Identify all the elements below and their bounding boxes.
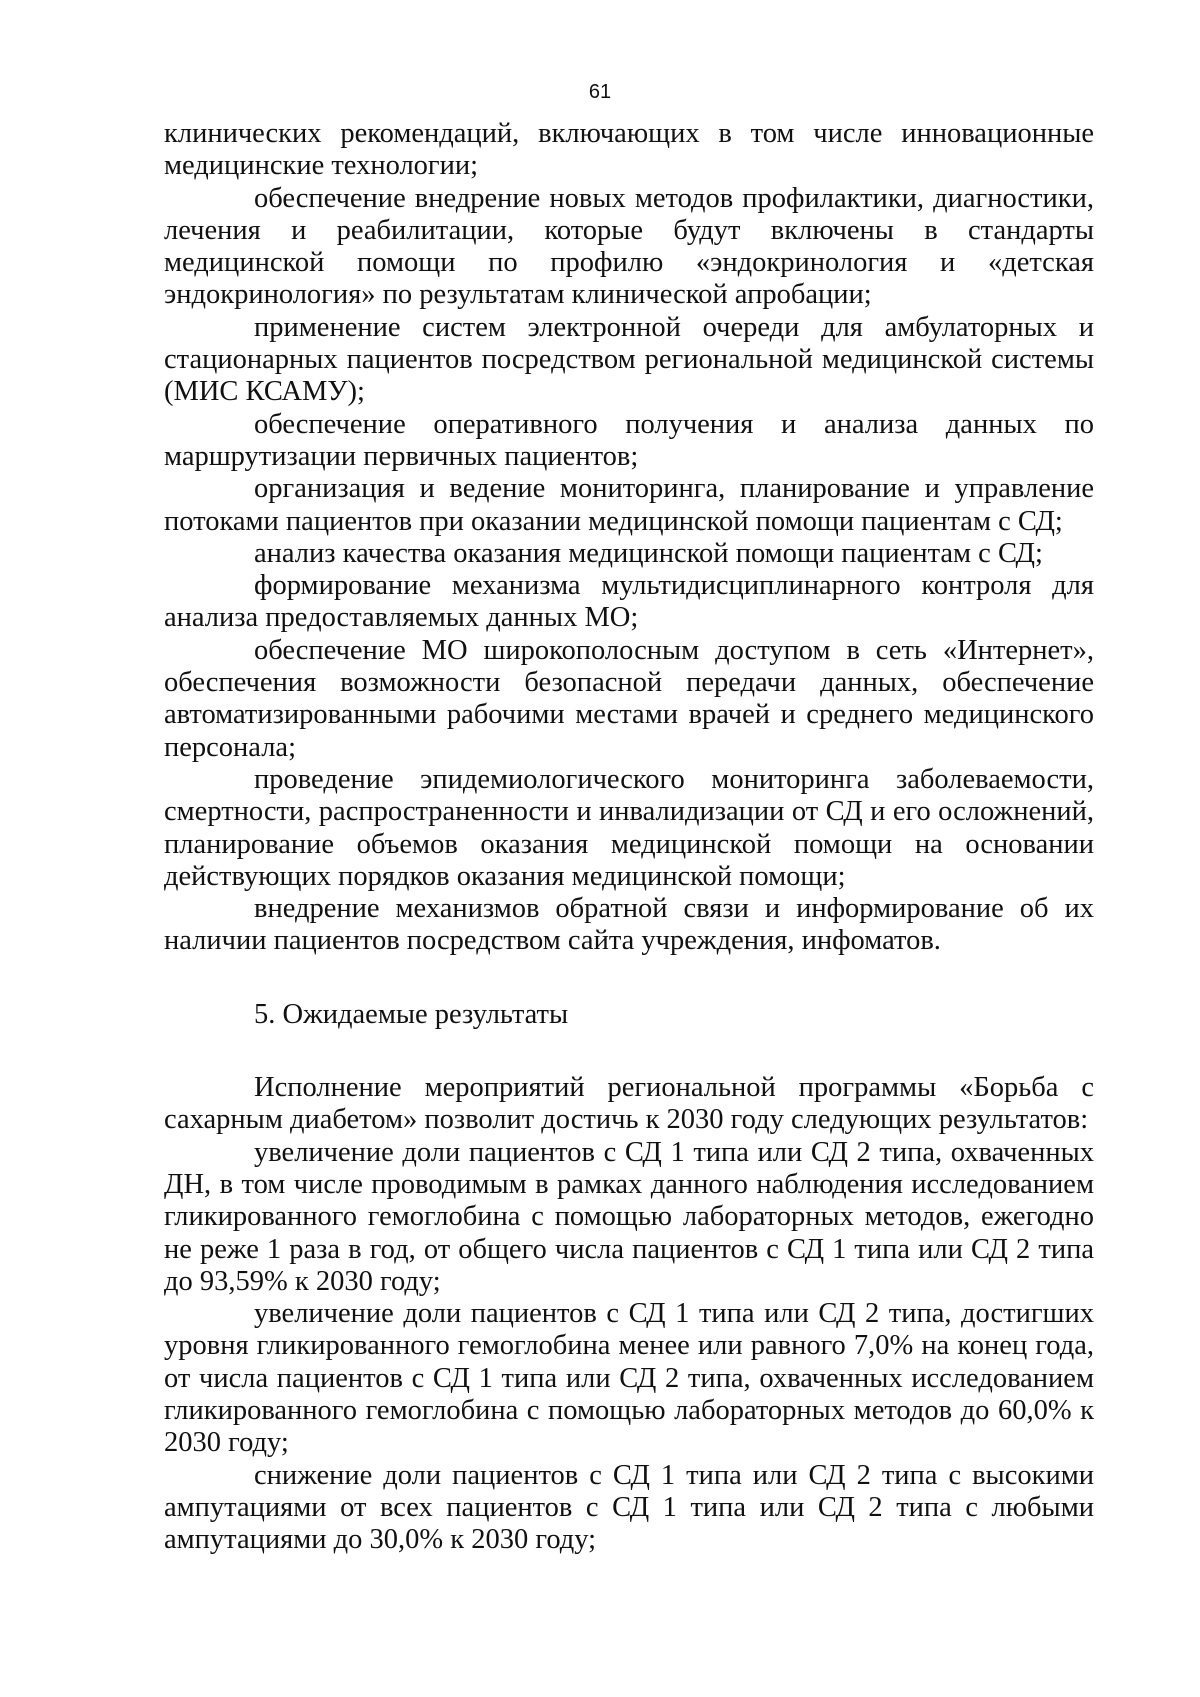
- result-item-paragraph: увеличение доли пациентов с СД 1 типа или СД 2 типа, достигших уровня гликированного гемоглобина менее или равного 7,0% на конец года, от числа пациентов с СД 1 типа или СД 2 типа, охваченных исследованием гликированного гемоглобина с помощью лабораторных методов до 60,0% к 2030 году;: [164, 1298, 1094, 1459]
- list-item-paragraph: обеспечение МО широкополосным доступом в сеть «Интернет», обеспечения возможности безопасной передачи данных, обеспечение автоматизированными рабочими местами врачей и среднего медицинского персонала;: [164, 634, 1094, 763]
- list-item-paragraph: обеспечение оперативного получения и анализа данных по маршрутизации первичных пациентов;: [164, 408, 1094, 472]
- list-item-paragraph: проведение эпидемиологического мониторинга заболеваемости, смертности, распространенности и инвалидизации от СД и его осложнений, планирование объемов оказания медицинской помощи на основании действующих порядков оказания медицинской помощи;: [164, 763, 1094, 892]
- document-body: [164, 118, 1094, 1556]
- page-number: 61: [588, 81, 612, 103]
- list-item-paragraph: организация и ведение мониторинга, планирование и управление потоками пациентов при оказании медицинской помощи пациентам с СД;: [164, 473, 1094, 537]
- result-item-paragraph: снижение доли пациентов с СД 1 типа или СД 2 типа с высокими ампутациями от всех пациентов с СД 1 типа или СД 2 типа с любыми ампутациями до 30,0% к 2030 году;: [164, 1459, 1094, 1556]
- paragraph-continuation: клинических рекомендаций, включающих в том числе инновационные медицинские технологии;: [164, 118, 1094, 182]
- list-item-paragraph: формирование механизма мультидисциплинарного контроля для анализа предоставляемых данных МО;: [164, 570, 1094, 634]
- section-heading: 5. Ожидаемые результаты: [254, 998, 569, 1030]
- result-item-paragraph: увеличение доли пациентов с СД 1 типа или СД 2 типа, охваченных ДН, в том числе проводимым в рамках данного наблюдения исследованием гликированного гемоглобина с помощью лабораторных методов, ежегодно не реже 1 раза в год, от общего числа пациентов с СД 1 типа или СД 2 типа до 93,59% к 2030 году;: [164, 1136, 1094, 1297]
- list-item-paragraph: внедрение механизмов обратной связи и информирование об их наличии пациентов посредством сайта учреждения, инфоматов.: [164, 893, 1094, 957]
- list-item-paragraph: анализ качества оказания медицинской помощи пациентам с СД;: [254, 537, 1043, 569]
- list-item-paragraph: применение систем электронной очереди для амбулаторных и стационарных пациентов посредством региональной медицинской системы (МИС КСАМУ);: [164, 311, 1094, 408]
- list-item-paragraph: обеспечение внедрение новых методов профилактики, диагностики, лечения и реабилитации, которые будут включены в стандарты медицинской помощи по профилю «эндокринология и «детская эндокринология» по результатам клинической апробации;: [164, 182, 1094, 311]
- intro-paragraph: Исполнение мероприятий региональной программы «Борьба с сахарным диабетом» позволит достичь к 2030 году следующих результатов:: [164, 1072, 1094, 1136]
